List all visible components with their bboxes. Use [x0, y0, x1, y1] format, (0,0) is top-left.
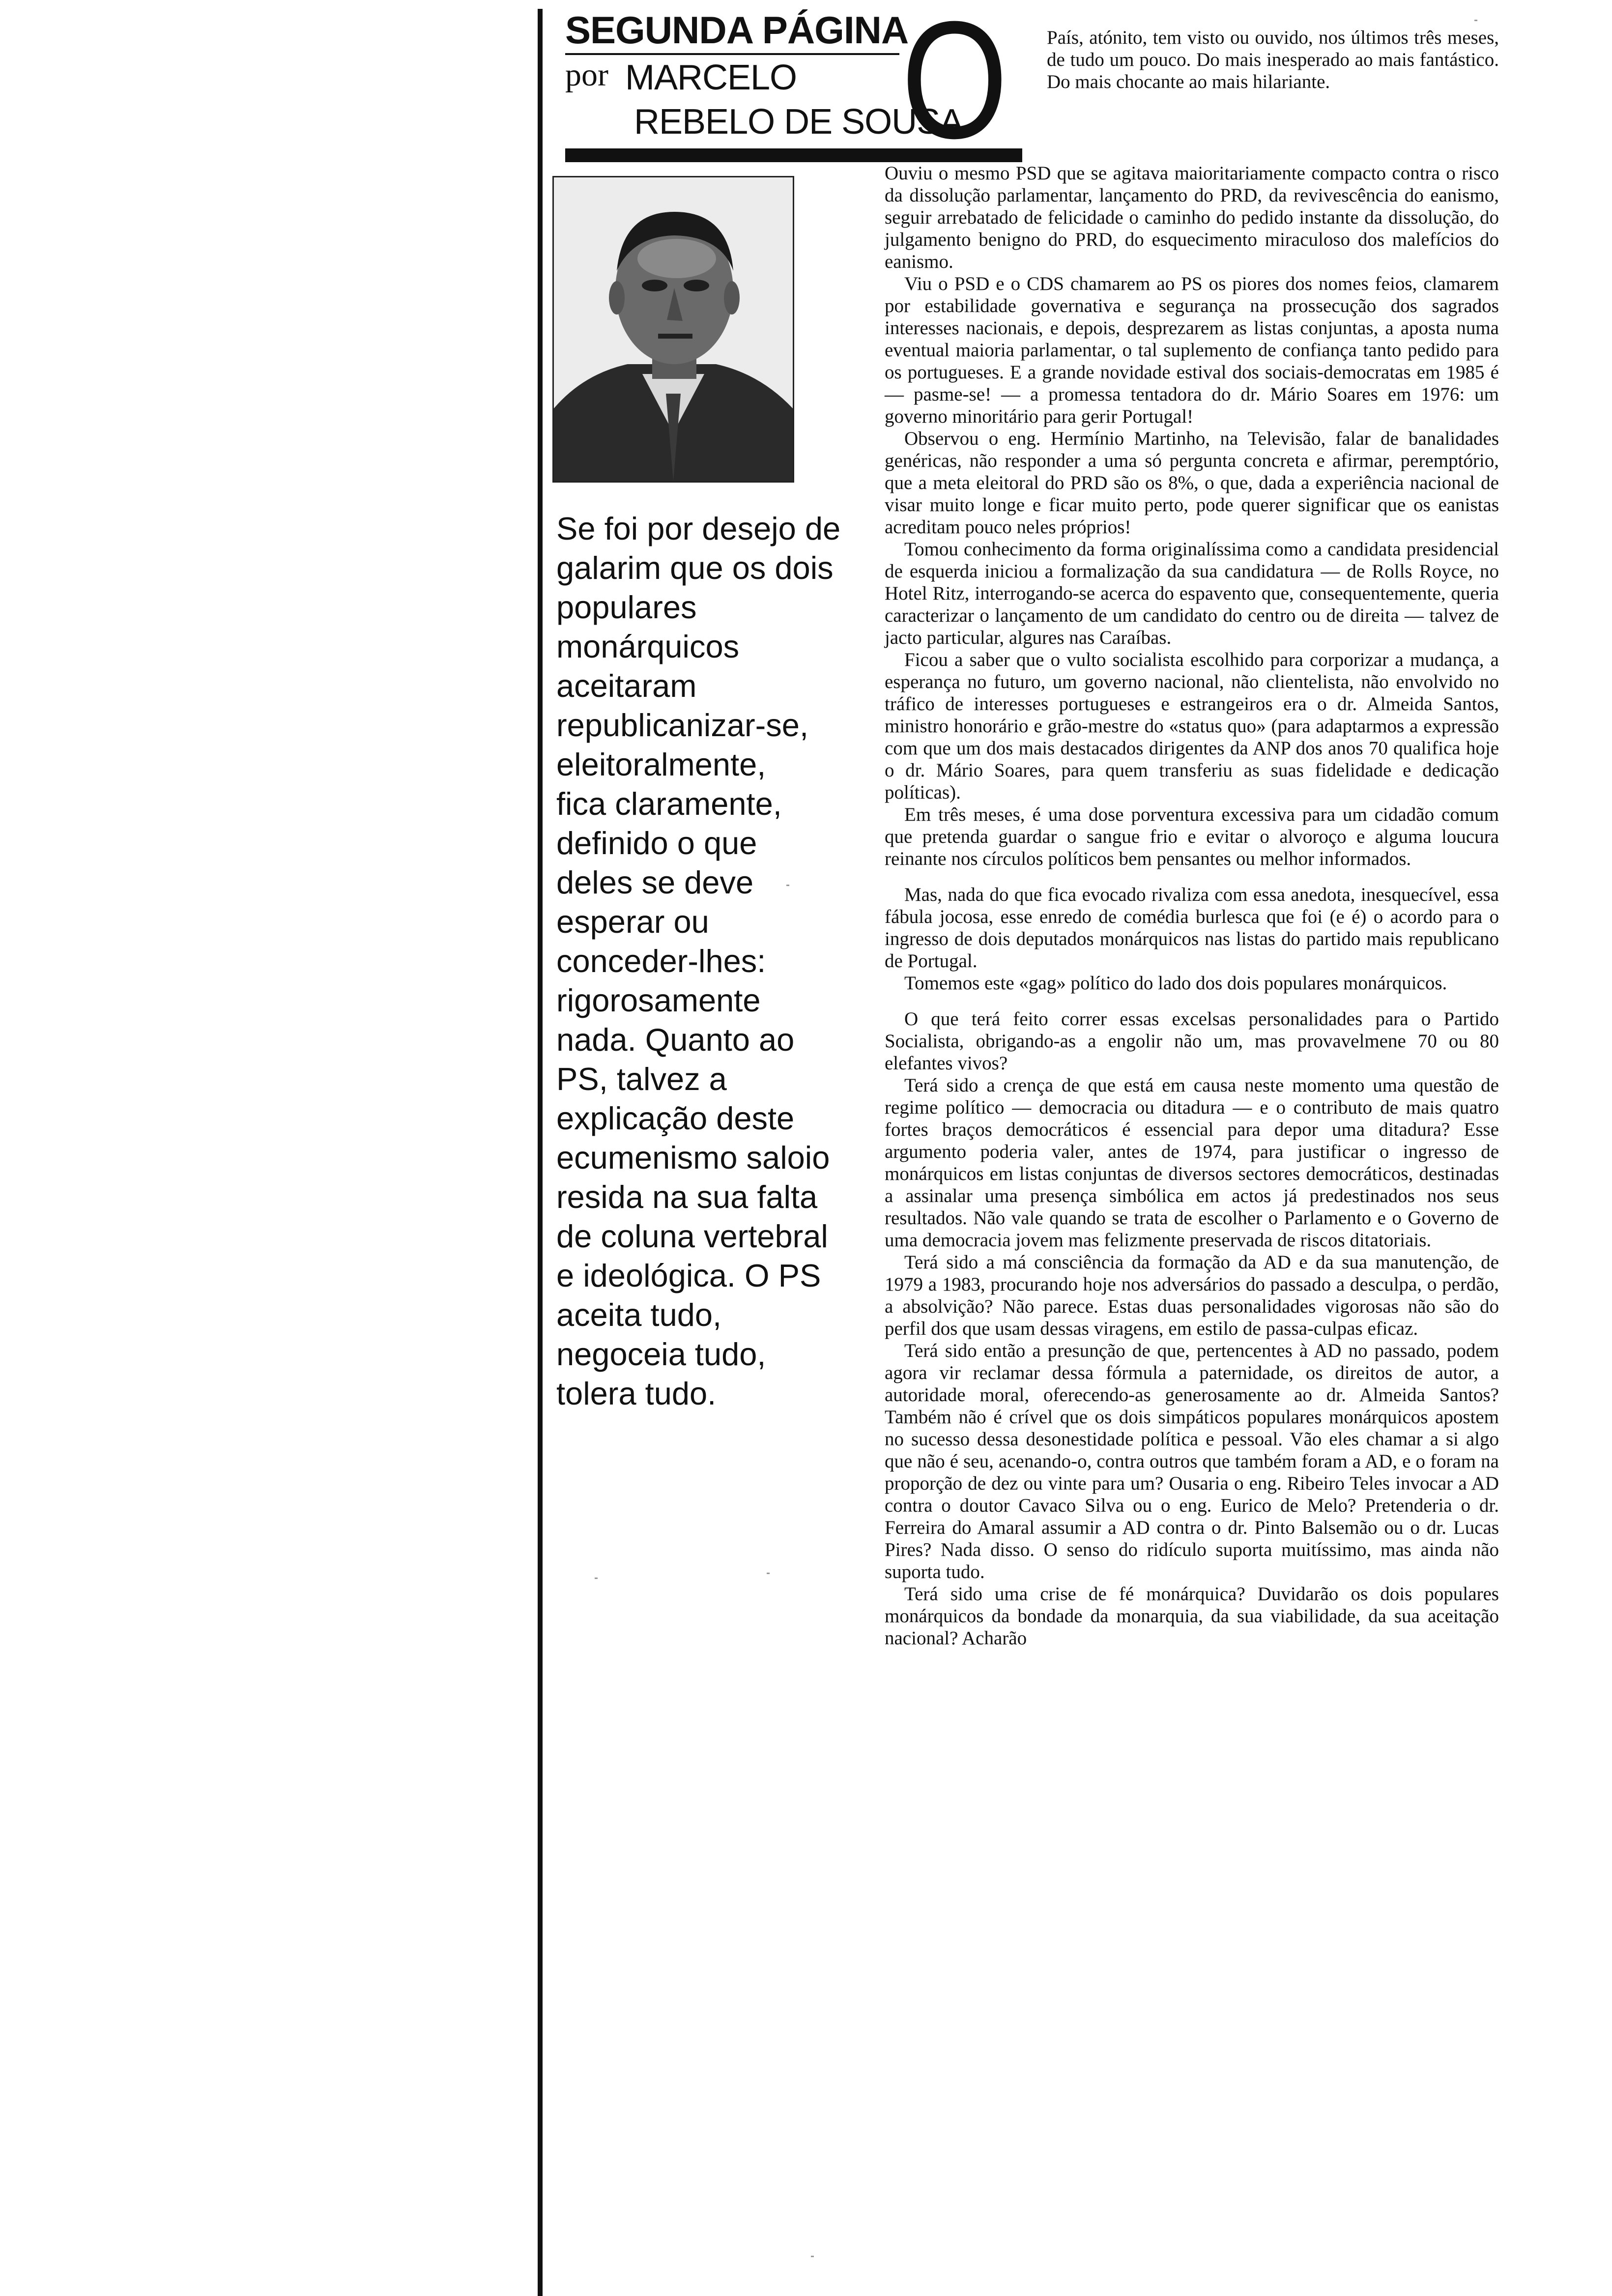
pull-quote-line: nada. Quanto ao: [556, 1022, 795, 1058]
pull-quote-line: Se foi por desejo de: [556, 511, 841, 546]
pull-quote: [556, 509, 871, 1413]
article-body: [885, 162, 1499, 1649]
body-paragraph: Terá sido a má consciência da formação da AD e da sua manutenção, de 1979 a 1983, procurando hoje nos adversários do passado a desculpa, o perdão, a absolvição? Não parece. Estas duas personalidades vigorosas não são do perfil dos que usam dessas viragens, em estilo de passa-culpas eficaz.: [885, 1252, 1499, 1339]
pull-quote-line: fica claramente,: [556, 786, 782, 822]
pull-quote-line: galarim que os dois: [556, 550, 834, 586]
author-name-line1: MARCELO: [625, 58, 797, 97]
body-paragraph: Tomou conhecimento da forma originalíssima como a candidata presidencial de esquerda iniciou a formalização da sua candidatura — de Rolls Royce, no Hotel Ritz, interrogando-se acerca do espavento que, consequentemente, queria caracterizar o lançamento de um candidato do centro ou de direita — talvez de jacto particular, algures nas Caraíbas.: [885, 539, 1499, 648]
body-paragraph: Terá sido então a presunção de que, pertencentes à AD no passado, podem agora vir reclamar dessa fórmula a paternidade, os direitos de autor, a autoridade moral, oferecendo-as generosamente ao dr. Almeida Santos? Também não é crível que os dois simpáticos populares monárquicos apostem no sucesso dessa desonestidade política e pessoal. Vão eles chamar a si algo que não é seu, acenando-o, contra outros que também foram a AD, e o foram na proporção de dez ou vinte para um? Ousaria o eng. Ribeiro Teles invocar a AD contra o doutor Cavaco Silva ou o eng. Eurico de Melo? Pretenderia o dr. Ferreira do Amaral assumir a AD contra o dr. Pinto Balsemão ou o dr. Lucas Pires? Nada disso. O senso do ridículo suporta muitíssimo, mas ainda não suporta tudo.: [885, 1340, 1499, 1582]
portrait-image: [554, 177, 793, 481]
body-paragraph: Terá sido uma crise de fé monárquica? Duvidarão os dois populares monárquicos da bondade da monarquia, da sua viabilidade, da sua aceitação nacional? Acharão: [885, 1583, 1499, 1649]
pull-quote-line: resida na sua falta: [556, 1179, 818, 1215]
scan-speck: [1474, 20, 1477, 21]
pull-quote-line: deles se deve: [556, 864, 754, 900]
body-paragraph: Em três meses, é uma dose porventura excessiva para um cidadão comum que pretenda guardar o sangue frio e evitar o alvoroço e alguma loucura reinante nos círculos políticos bem pensantes ou melhor informados.: [885, 804, 1499, 869]
pull-quote-line: de coluna vertebral: [556, 1218, 828, 1254]
pull-quote-line: conceder-lhes:: [556, 943, 766, 979]
scan-speck: [767, 1573, 770, 1574]
body-paragraph: Observou o eng. Hermínio Martinho, na Televisão, falar de banalidades genéricas, não responder a uma só pergunta concreta e afirmar, peremptório, que a meta eleitoral do PRD são os 8%, o que, dada a experiência nacional de visar muito longe e ficar muito perto, pode querer significar que os eanistas acreditam pouco neles próprios!: [885, 428, 1499, 538]
pull-quote-line: tolera tudo.: [556, 1376, 717, 1411]
pull-quote-line: explicação deste: [556, 1100, 795, 1136]
byline-prefix: por: [565, 57, 608, 93]
kicker-underline: [565, 53, 899, 55]
pull-quote-line: ecumenismo saloio: [556, 1140, 830, 1176]
pull-quote-line: esperar ou: [556, 904, 709, 940]
pull-quote-line: PS, talvez a: [556, 1061, 727, 1097]
pull-quote-line: definido o que: [556, 825, 757, 861]
pull-quote-line: republicanizar-se,: [556, 707, 809, 743]
section-kicker: SEGUNDA PÁGINA: [565, 8, 909, 52]
author-photo: [552, 176, 794, 483]
pull-quote-line: e ideológica. O PS: [556, 1258, 821, 1293]
pull-quote-line: aceitaram: [556, 668, 697, 704]
drop-cap: O: [901, 0, 1008, 173]
pull-quote-line: negoceia tudo,: [556, 1336, 766, 1372]
body-paragraph: Viu o PSD e o CDS chamarem ao PS os piores dos nomes feios, clamarem por estabilidade governativa e segurança na prossecução dos sagrados interesses nacionais, e depois, desprezarem as listas conjuntas, a aposta numa eventual maioria parlamentar, o tal suplemento de confiança tanto pedido para os portugueses. E a grande novidade estival dos sociais-democratas em 1985 é — pasme-se! — a promessa tentadora do dr. Mário Soares em 1976: um governo minoritário para gerir Portugal!: [885, 273, 1499, 427]
pull-quote-line: populares: [556, 589, 697, 625]
pull-quote-line: eleitoralmente,: [556, 746, 766, 782]
scan-speck: [786, 885, 789, 886]
body-paragraph: Terá sido a crença de que está em causa neste momento uma questão de regime político — democracia ou ditadura — e o contributo de mais quatro fortes braços democráticos é essencial para depor uma ditadura? Esse argumento poderia valer, antes de 1974, para justificar o ingresso de monárquicos em listas conjuntas de diversos sectores democráticos, destinadas a assinalar uma presença simbólica em actos já predestinados nos seus resultados. Não vale quando se trata de escolher o Parlamento e o Governo de uma democracia jovem mas felizmente preservada de riscos ditatoriais.: [885, 1075, 1499, 1251]
body-paragraph: Mas, nada do que fica evocado rivaliza com essa anedota, inesquecível, essa fábula jocosa, esse enredo de comédia burlesca que foi (e é) o acordo para o ingresso de dois deputados monárquicos nas listas do partido mais republicano de Portugal.: [885, 884, 1499, 972]
body-paragraph: Ouviu o mesmo PSD que se agitava maioritariamente compacto contra o risco da dissolução parlamentar, lançamento do PRD, da revivescência do eanismo, seguir arrebatado de felicidade o caminho do pedido instante da dissolução, do julgamento benigno do PRD, do esquecimento miraculoso dos malefícios do eanismo.: [885, 163, 1499, 272]
article-lead: [1047, 27, 1499, 93]
column-rule: [538, 9, 543, 2296]
pull-quote-line: aceita tudo,: [556, 1297, 722, 1333]
scan-speck: [811, 2256, 814, 2257]
lead-paragraph: País, atónito, tem visto ou ouvido, nos últimos três meses, de tudo um pouco. Do mais inesperado ao mais fantástico. Do mais chocante ao mais hilariante.: [1047, 27, 1499, 92]
body-paragraph: Tomemos este «gag» político do lado dos dois populares monárquicos.: [904, 973, 1447, 994]
pull-quote-line: rigorosamente: [556, 982, 761, 1018]
body-paragraph: Ficou a saber que o vulto socialista escolhido para corporizar a mudança, a esperança no futuro, um governo nacional, não clientelista, não envolvido no tráfico de interesses portugueses e estrangeiros era o dr. Almeida Santos, ministro honorário e grão-mestre do «status quo» (para adaptarmos a expressão com que um dos mais destacados dirigentes da ANP dos anos 70 qualifica hoje o dr. Mário Soares, para quem transferiu as suas fidelidade e dedicação políticas).: [885, 649, 1499, 803]
scan-speck: [595, 1578, 598, 1579]
pull-quote-line: monárquicos: [556, 629, 740, 664]
body-paragraph: O que terá feito correr essas excelsas personalidades para o Partido Socialista, obrigando-as a engolir não um, mas provavelmene 70 ou 80 elefantes vivos?: [885, 1008, 1499, 1074]
author-name-line2: REBELO DE SOUSA: [634, 102, 963, 142]
